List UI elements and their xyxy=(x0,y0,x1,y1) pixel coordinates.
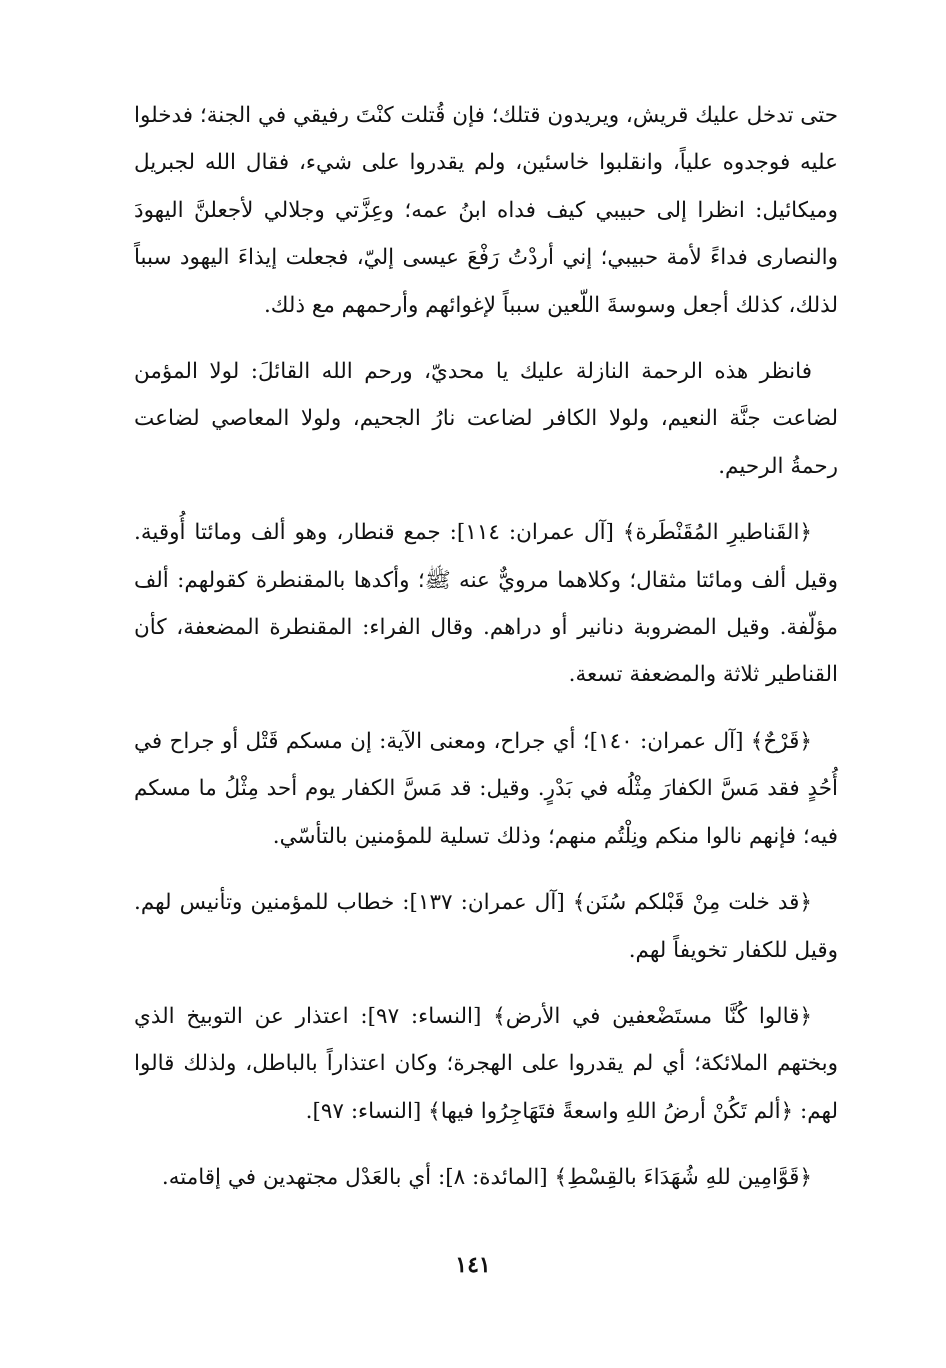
page-number: ١٤١ xyxy=(455,1252,491,1278)
paragraph-7: ﴿قَوَّامِين للهِ شُهَدَاءَ بالقِسْطِ﴾ [المائدة: ٨]: أي بالعَدْل مجتهدين في إقامته. xyxy=(161,1165,812,1191)
paragraph-2: فانظر هذه الرحمة النازلة عليك يا محديّ، ورحم الله القائلَ: لولا المؤمن لضاعت جنَّة النعيم، ولولا الكافر لضاعت نارُ الجحيم، ولولا المعاصي لضاعت رحمةُ الرحيم. xyxy=(134,359,838,479)
paragraph-5: ﴿قد خلت مِنْ قَبْلكم سُنَن﴾ [آل عمران: ١٣٧]: خطاب للمؤمنين وتأنيس لهم. وقيل للكفار تخويفاً لهم. xyxy=(134,890,838,963)
paragraph-6: ﴿قالوا كُنَّا مستَضْعفين في الأرض﴾ [النساء: ٩٧]: اعتذار عن التوبيخ الذي وبختهم الملائكة؛ أي لم يقدروا على الهجرة؛ وكان اعتذاراً بالباطل، ولذلك قالوا لهم: ﴿ألم تَكُنْ أرضُ اللهِ واسعةً فتَهَاجِرُوا فيها﴾ [النساء: ٩٧]. xyxy=(134,1003,838,1124)
paragraph-3: ﴿القَناطيرِ المُقَنْطَرة﴾ [آل عمران: ١١٤]: جمع قنطار، وهو ألف ومائتا أُوقية. وقيل ألف ومائتا مثقال؛ وكلاهما مرويٌّ عنه ﷺ؛ وأكدها بالمقنطرة كقولهم: ألف مؤلّفة. وقيل المضروبة دنانير أو دراهم. وقال الفراء: المقنطرة المضعفة، كأن القناطير ثلاثة والمضعفة تسعة. xyxy=(134,520,838,688)
paragraph-1: حتى تدخل عليك قريش، ويريدون قتلك؛ فإن قُتلت كنْتَ رفيقي في الجنة؛ فدخلوا عليه فوجدوه علياً، وانقلبوا خاسئين، ولم يقدروا على شيء، فقال الله لجبريل وميكائيل: انظرا إلى حبيبي كيف فداه ابنُ عمه؛ وعِزَّتي وجلالي لأجعلنَّ اليهودَ والنصارى فداءً لأمة حبيبي؛ إني أردْتُ رَفْعَ عيسى إليّ، فجعلت إيذاءَ اليهود سبباً لذلك، كذلك أجعل وسوسةَ اللّعين سبباً لإغوائهم وأرحمهم مع ذلك. xyxy=(134,103,838,318)
paragraph-4: ﴿قَرْحٌ﴾ [آل عمران: ١٤٠]؛ أي جراح، ومعنى الآية: إن مسكم قَتْل أو جراح في أُحُدٍ فقد مَسَّ الكفارَ مِثْلُه في بَدْرٍ. وقيل: قد مَسَّ الكفار يوم أحد مِثْلُ ما مسكم فيه؛ فإنهم نالوا منكم ونِلْتُم منهم؛ وذلك تسلية للمؤمنين بالتأسّي. xyxy=(134,728,838,849)
